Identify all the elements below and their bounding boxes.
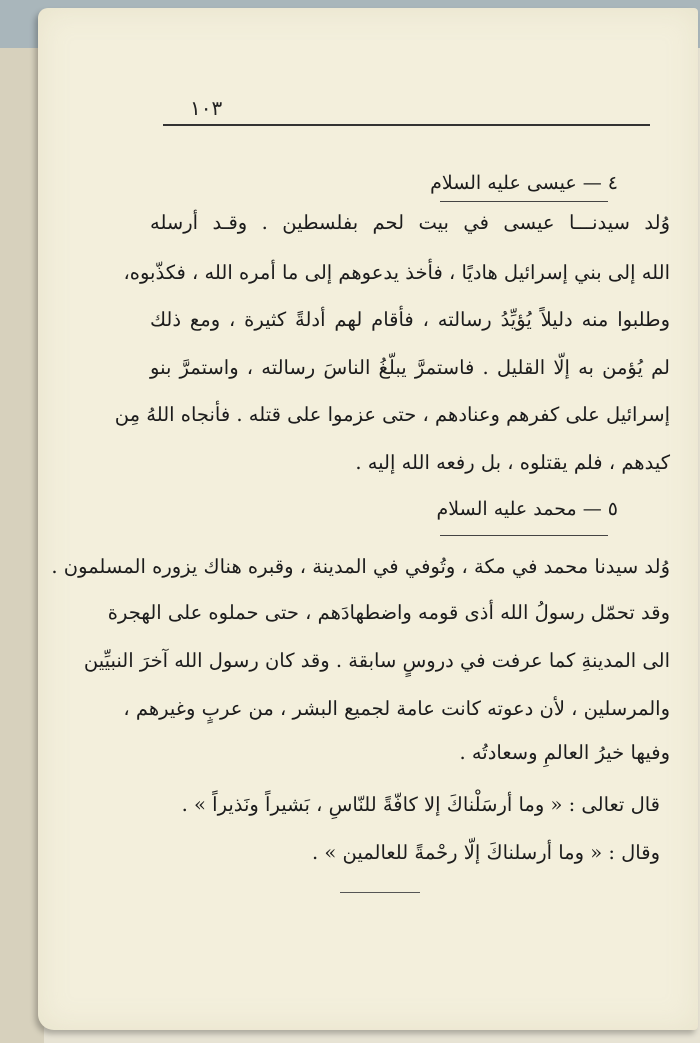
quran-quote-1: قال تعالى : « وما أرسَلْناكَ إلا كافّةً للنّاسِ ، بَشيراً ونَذيراً » .	[181, 793, 660, 816]
section-4-line-1: وُلد سيدنـــا عيسى في بيت لحم بفلسطين . وقـد أرسله	[150, 211, 670, 234]
section-4-line-5: إسرائيل على كفرهم وعنادهم ، حتى عزموا على قتله . فأنجاه اللهُ مِن	[114, 403, 670, 426]
section-5-line-5: وفيها خيرُ العالمِ وسعادتُه .	[459, 741, 670, 764]
section-4-line-2: الله إلى بني إسرائيل هاديًا ، فأخذ يدعوهم إلى ما أمره الله ، فكذّبوه،	[123, 261, 670, 284]
section-4-heading: ٤ — عيسى عليه السلام	[430, 172, 618, 194]
quran-quote-2: وقال : « وما أرسلناكَ إلّا رحْمةً للعالمين » .	[311, 841, 660, 864]
header-rule	[163, 124, 650, 126]
page-number: ١٠٣	[190, 96, 223, 120]
section-5-line-1: وُلد سيدنا محمد في مكة ، وتُوفي في المدينة ، وقبره هناك يزوره المسلمون .	[51, 555, 670, 578]
section-4-line-3: وطلبوا منه دليلاً يُؤيِّدُ رسالته ، فأقام لهم أدلةً كثيرة ، ومع ذلك	[150, 308, 670, 331]
section-4-line-6: كيدهم ، فلم يقتلوه ، بل رفعه الله إليه .	[355, 451, 670, 474]
section-5-heading: ٥ — محمد عليه السلام	[436, 498, 618, 520]
end-rule	[340, 892, 420, 893]
section-5-heading-rule	[440, 535, 608, 536]
section-5-line-3: الى المدينةِ كما عرفت في دروسٍ سابقة . وقد كان رسول الله آخرَ النبيِّين	[83, 649, 670, 672]
section-4-heading-rule	[440, 201, 608, 202]
section-5-line-2: وقد تحمّل رسولُ الله أذى قومه واضطهادَهم ، حتى حملوه على الهجرة	[107, 601, 670, 624]
section-5-line-4: والمرسلين ، لأن دعوته كانت عامة لجميع البشر ، من عربٍ وغيرهم ،	[123, 697, 670, 720]
section-4-line-4: لم يُؤمن به إلّا القليل . فاستمرَّ يبلّغُ الناسَ رسالته ، واستمرَّ بنو	[150, 356, 670, 379]
